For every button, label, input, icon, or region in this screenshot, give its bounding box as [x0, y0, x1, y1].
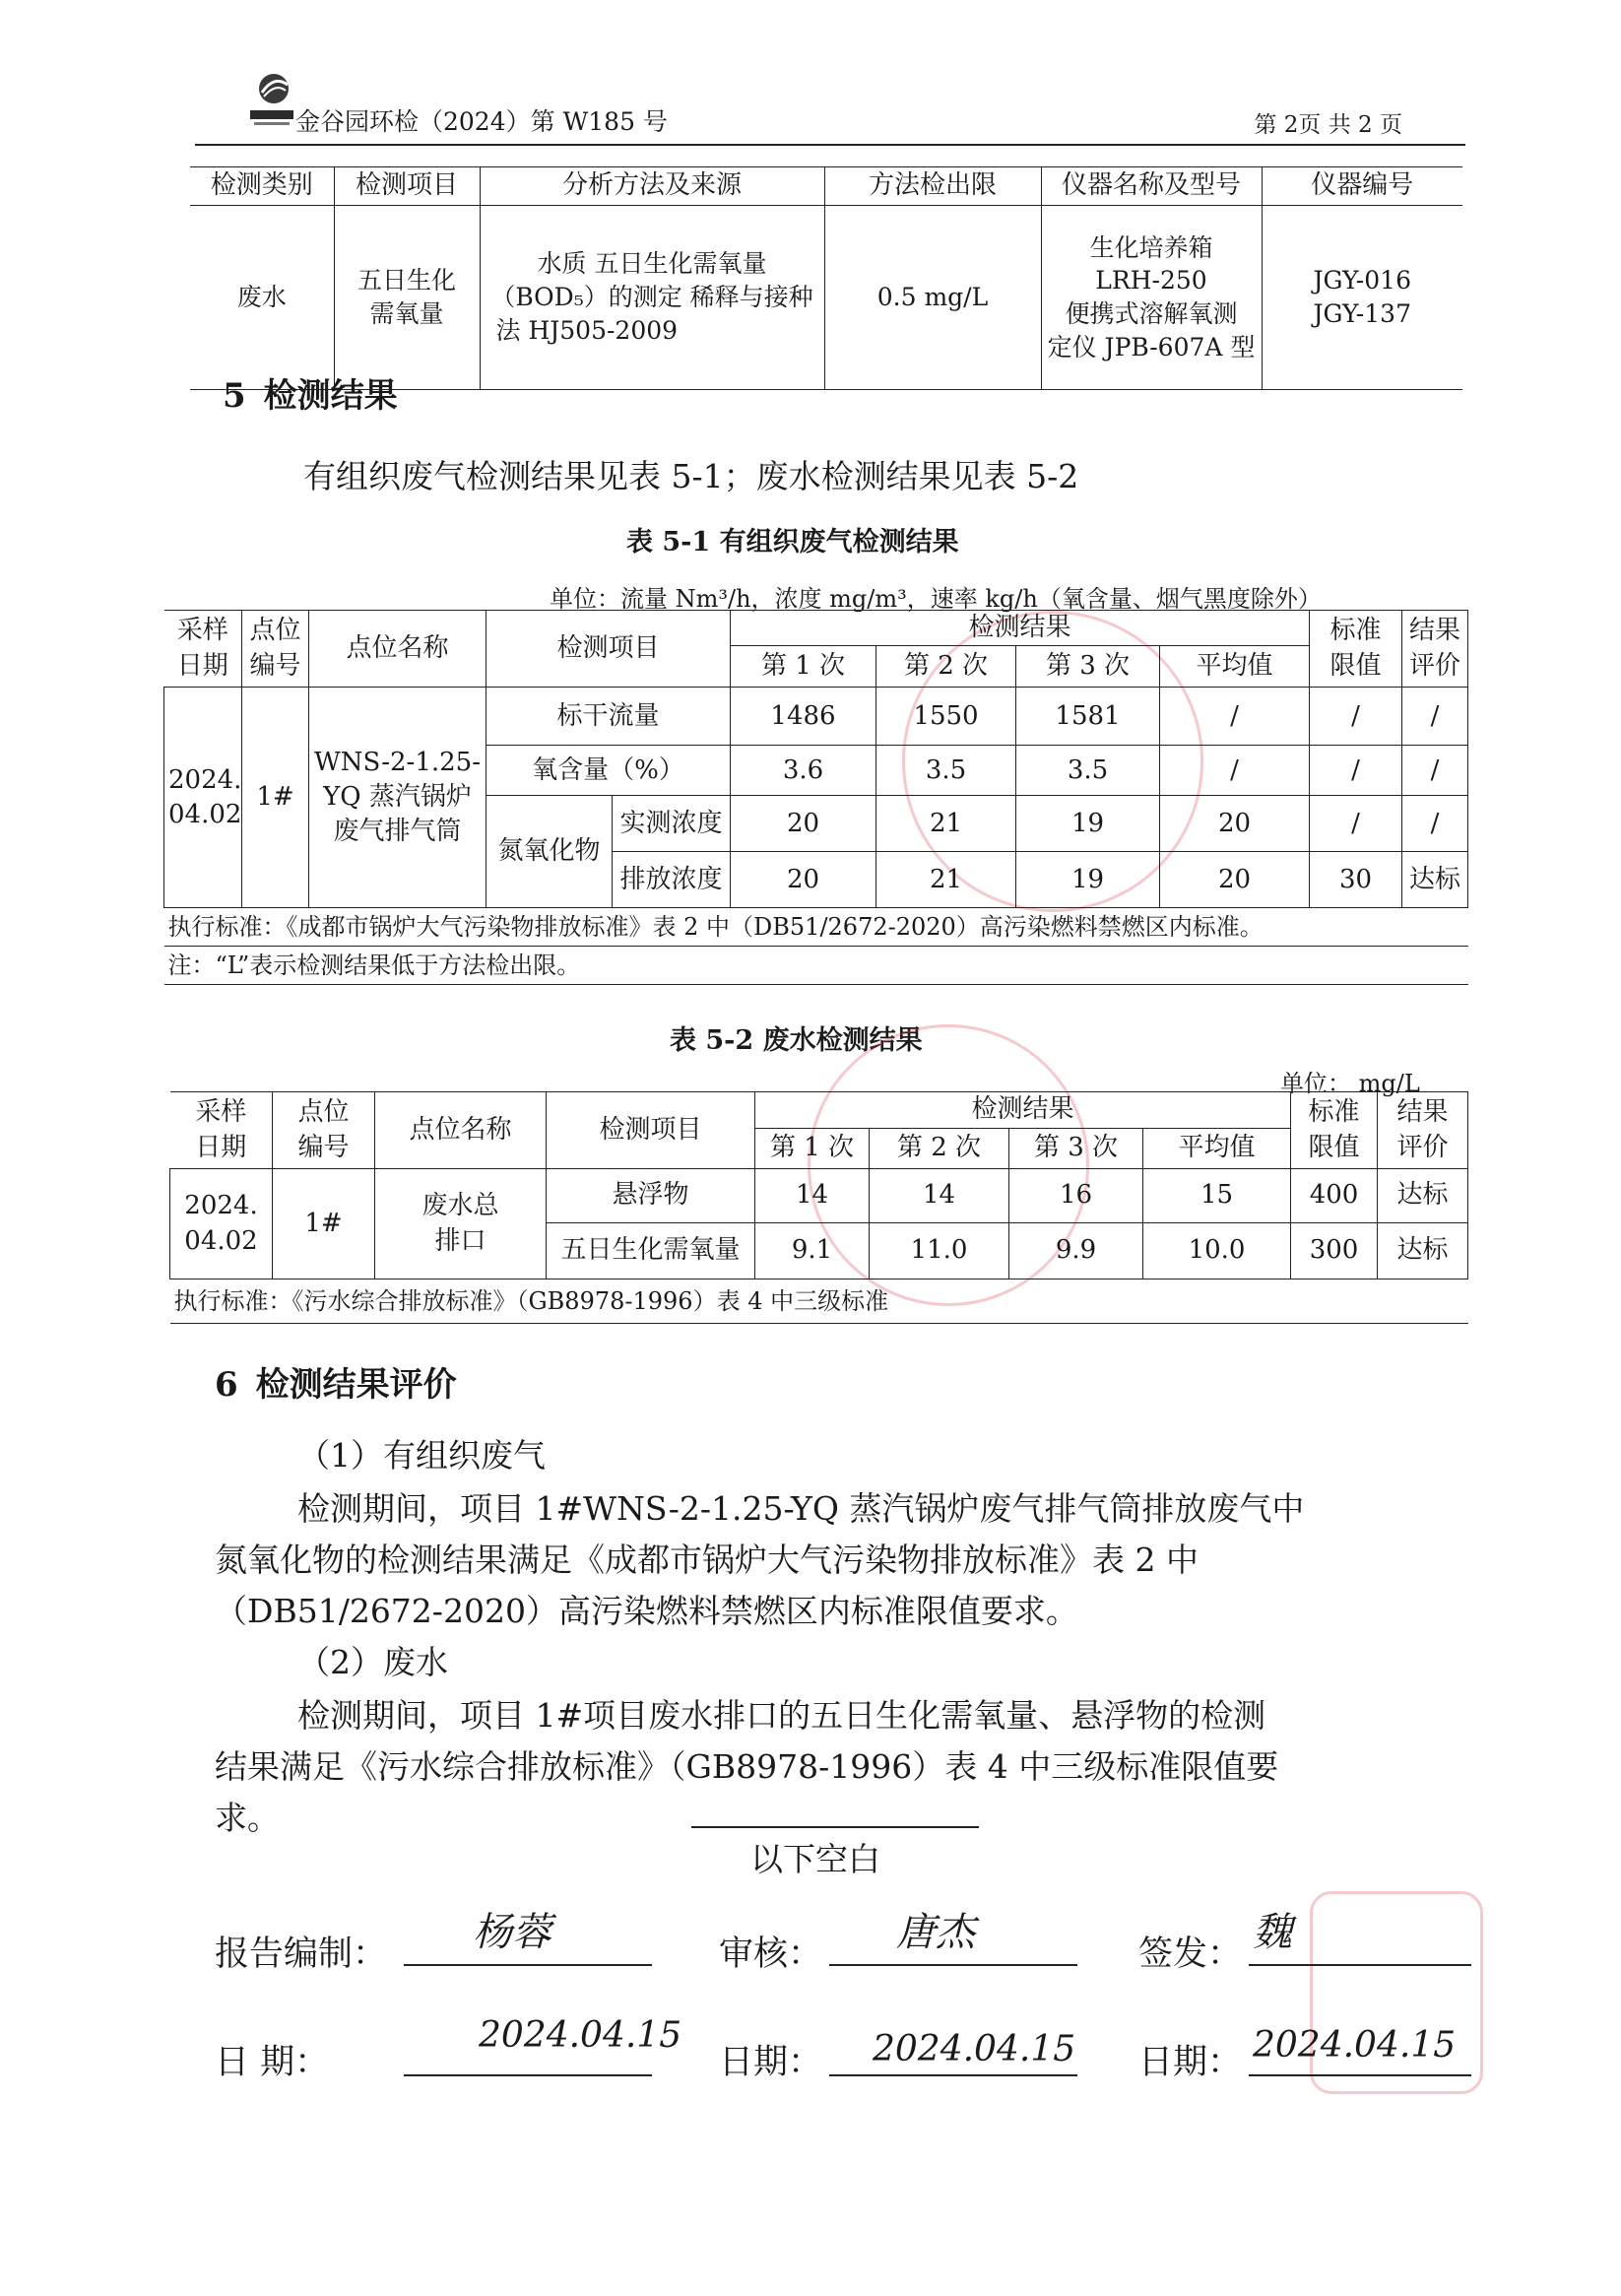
eval-cell: 达标 — [1402, 852, 1468, 908]
paragraph-line: 求。 — [215, 1799, 280, 1837]
header-cell: 仪器编号 — [1262, 167, 1462, 206]
header-point-no: 点位 编号 — [273, 1092, 375, 1169]
eval-cell: 达标 — [1378, 1223, 1468, 1279]
value-cell: 20 — [731, 796, 876, 852]
item-cell: 排放浓度 — [613, 852, 731, 908]
table-5-2-caption: 表 5-2 废水检测结果 — [670, 1025, 923, 1056]
date-label: 日期： — [1138, 2043, 1243, 2082]
report-number: 金谷园环检（2024）第 W185 号 — [295, 107, 668, 136]
limit-cell: / — [1310, 796, 1402, 852]
header-point-no: 点位 编号 — [242, 611, 309, 688]
section-5-intro: 有组织废气检测结果见表 5-1；废水检测结果见表 5-2 — [303, 457, 1079, 495]
paragraph-line: 检测期间，项目 1#WNS-2-1.25-YQ 蒸汽锅炉废气排气筒排放废气中 — [297, 1489, 1305, 1528]
average-cell: / — [1160, 688, 1310, 746]
table-5-1-unit: 单位：流量 Nm³/h，浓度 mg/m³，速率 kg/h（氧含量、烟气黑度除外） — [550, 585, 1322, 613]
signature-line — [829, 1964, 1077, 1966]
date-label: 日 期： — [215, 2043, 330, 2082]
header-rule — [195, 144, 1465, 146]
compile-label: 报告编制： — [215, 1935, 388, 1974]
header-eval: 结果 评价 — [1378, 1092, 1468, 1169]
date-value: 2024.04.15 — [479, 2015, 682, 2056]
signature-line — [829, 2074, 1077, 2076]
table-5-1 — [163, 610, 1468, 985]
header-run-1: 第 1 次 — [755, 1129, 870, 1169]
point-no-cell: 1# — [273, 1169, 375, 1279]
header-average: 平均值 — [1160, 646, 1310, 688]
signature-line — [404, 1964, 652, 1966]
header-run-3: 第 3 次 — [1016, 646, 1160, 688]
value-cell: 14 — [755, 1169, 870, 1223]
value-cell: 19 — [1016, 796, 1160, 852]
signature-line — [1249, 1964, 1471, 1966]
date-label: 日期： — [719, 2043, 823, 2082]
paragraph-line: 检测期间，项目 1#项目废水排口的五日生化需氧量、悬浮物的检测 — [297, 1696, 1266, 1735]
category-cell: 废水 — [190, 206, 334, 390]
limit-cell: / — [1310, 746, 1402, 796]
eval-cell: 达标 — [1378, 1169, 1468, 1223]
value-cell: 1581 — [1016, 688, 1160, 746]
signature-line — [404, 2074, 652, 2076]
table-5-2-header — [170, 1092, 1468, 1129]
limit-cell: 400 — [1291, 1169, 1378, 1223]
header-date: 采样 日期 — [164, 611, 242, 688]
standard-note: 执行标准：《污水综合排放标准》（GB8978-1996）表 4 中三级标准 — [170, 1279, 1468, 1324]
method-cell: 水质 五日生化需氧量 （BOD₅）的测定 稀释与接种 法 HJ505-2009 — [480, 206, 824, 390]
date-value: 2024.04.15 — [873, 2029, 1076, 2069]
item-cell: 五日生化需氧量 — [547, 1223, 755, 1279]
issue-label: 签发： — [1138, 1935, 1243, 1974]
issuer-signature-icon: 魏 — [1253, 1910, 1292, 1955]
item-cell: 实测浓度 — [613, 796, 731, 852]
date-cell: 2024. 04.02 — [164, 688, 242, 908]
review-label: 审核： — [719, 1935, 823, 1974]
compiler-signature-icon: 杨蓉 — [473, 1910, 551, 1955]
header-limit: 标准 限值 — [1291, 1092, 1378, 1169]
eval-cell: / — [1402, 796, 1468, 852]
method-table — [190, 166, 1462, 390]
subsection-1-title: （1）有组织废气 — [297, 1436, 546, 1475]
nox-label-cell: 氮氧化物 — [486, 796, 613, 908]
header-cell: 检测项目 — [334, 167, 480, 206]
header-item: 检测项目 — [547, 1092, 755, 1169]
value-cell: 9.9 — [1009, 1223, 1143, 1279]
header-point-name: 点位名称 — [309, 611, 486, 688]
value-cell: 3.6 — [731, 746, 876, 796]
header-cell: 检测类别 — [190, 167, 334, 206]
point-name-cell: 废水总 排口 — [375, 1169, 547, 1279]
point-no-cell: 1# — [242, 688, 309, 908]
table-5-1-note — [164, 947, 1468, 985]
value-cell: 9.1 — [755, 1223, 870, 1279]
method-table-header — [190, 167, 1462, 206]
item-cell: 标干流量 — [486, 688, 731, 746]
item-cell: 悬浮物 — [547, 1169, 755, 1223]
table-5-1-caption: 表 5-1 有组织废气检测结果 — [626, 527, 959, 558]
instrument-cell: 生化培养箱 LRH-250 便携式溶解氧测 定仪 JPB-607A 型 — [1041, 206, 1262, 390]
paragraph-line: 氮氧化物的检测结果满足《成都市锅炉大气污染物排放标准》表 2 中 — [215, 1541, 1199, 1579]
header-results: 检测结果 — [731, 611, 1310, 646]
header-run-2: 第 2 次 — [870, 1129, 1009, 1169]
value-cell: 21 — [876, 852, 1016, 908]
header-run-3: 第 3 次 — [1009, 1129, 1143, 1169]
header-point-name: 点位名称 — [375, 1092, 547, 1169]
header-date: 采样 日期 — [170, 1092, 273, 1169]
footnote: 注：“L”表示检测结果低于方法检出限。 — [164, 947, 1468, 985]
table-row — [170, 1169, 1468, 1223]
average-cell: 10.0 — [1143, 1223, 1291, 1279]
company-logo-icon — [240, 67, 301, 128]
header-run-1: 第 1 次 — [731, 646, 876, 688]
signature-line — [1249, 2074, 1471, 2076]
section-6-heading: 6 检测结果评价 — [215, 1365, 457, 1405]
paragraph-line: （DB51/2672-2020）高污染燃料禁燃区内标准限值要求。 — [215, 1592, 1078, 1630]
table-5-2-unit: 单位： mg/L — [1280, 1070, 1420, 1097]
table-row — [164, 688, 1468, 746]
value-cell: 3.5 — [1016, 746, 1160, 796]
header-item: 检测项目 — [486, 611, 731, 688]
header-limit: 标准 限值 — [1310, 611, 1402, 688]
limit-cell: / — [1310, 688, 1402, 746]
page-indicator: 第 2页 共 2 页 — [1254, 112, 1402, 138]
eval-cell: / — [1402, 688, 1468, 746]
instrument-no-cell: JGY-016 JGY-137 — [1262, 206, 1462, 390]
blank-rule — [691, 1826, 979, 1828]
subsection-2-title: （2）废水 — [297, 1643, 448, 1681]
method-table-row — [190, 206, 1462, 390]
standard-note: 执行标准：《成都市锅炉大气污染物排放标准》表 2 中（DB51/2672-2020）高污染燃料禁燃区内标准。 — [164, 908, 1468, 947]
value-cell: 3.5 — [876, 746, 1016, 796]
point-name-cell: WNS-2-1.25- YQ 蒸汽锅炉 废气排气筒 — [309, 688, 486, 908]
reviewer-signature-icon: 唐杰 — [896, 1910, 975, 1955]
date-cell: 2024. 04.02 — [170, 1169, 273, 1279]
average-cell: 20 — [1160, 852, 1310, 908]
eval-cell: / — [1402, 746, 1468, 796]
header-eval: 结果 评价 — [1402, 611, 1468, 688]
header-average: 平均值 — [1143, 1129, 1291, 1169]
limit-cell: 0.5 mg/L — [824, 206, 1041, 390]
table-5-1-standard — [164, 908, 1468, 947]
paragraph-line: 结果满足《污水综合排放标准》（GB8978-1996）表 4 中三级标准限值要 — [215, 1747, 1279, 1786]
value-cell: 1550 — [876, 688, 1016, 746]
item-cell: 五日生化 需氧量 — [334, 206, 480, 390]
header-cell: 方法检出限 — [824, 167, 1041, 206]
header-cell: 仪器名称及型号 — [1041, 167, 1262, 206]
blank-note: 以下空白 — [750, 1840, 880, 1878]
average-cell: / — [1160, 746, 1310, 796]
value-cell: 16 — [1009, 1169, 1143, 1223]
value-cell: 21 — [876, 796, 1016, 852]
value-cell: 19 — [1016, 852, 1160, 908]
table-5-1-header — [164, 611, 1468, 646]
limit-cell: 30 — [1310, 852, 1402, 908]
table-5-2 — [169, 1091, 1468, 1324]
value-cell: 14 — [870, 1169, 1009, 1223]
limit-cell: 300 — [1291, 1223, 1378, 1279]
value-cell: 11.0 — [870, 1223, 1009, 1279]
date-value: 2024.04.15 — [1253, 2025, 1457, 2066]
value-cell: 1486 — [731, 688, 876, 746]
table-5-2-standard — [170, 1279, 1468, 1324]
average-cell: 20 — [1160, 796, 1310, 852]
header-results: 检测结果 — [755, 1092, 1291, 1129]
header-cell: 分析方法及来源 — [480, 167, 824, 206]
header-run-2: 第 2 次 — [876, 646, 1016, 688]
average-cell: 15 — [1143, 1169, 1291, 1223]
item-cell: 氧含量（%） — [486, 746, 731, 796]
value-cell: 20 — [731, 852, 876, 908]
section-5-heading: 5 检测结果 — [223, 376, 398, 416]
